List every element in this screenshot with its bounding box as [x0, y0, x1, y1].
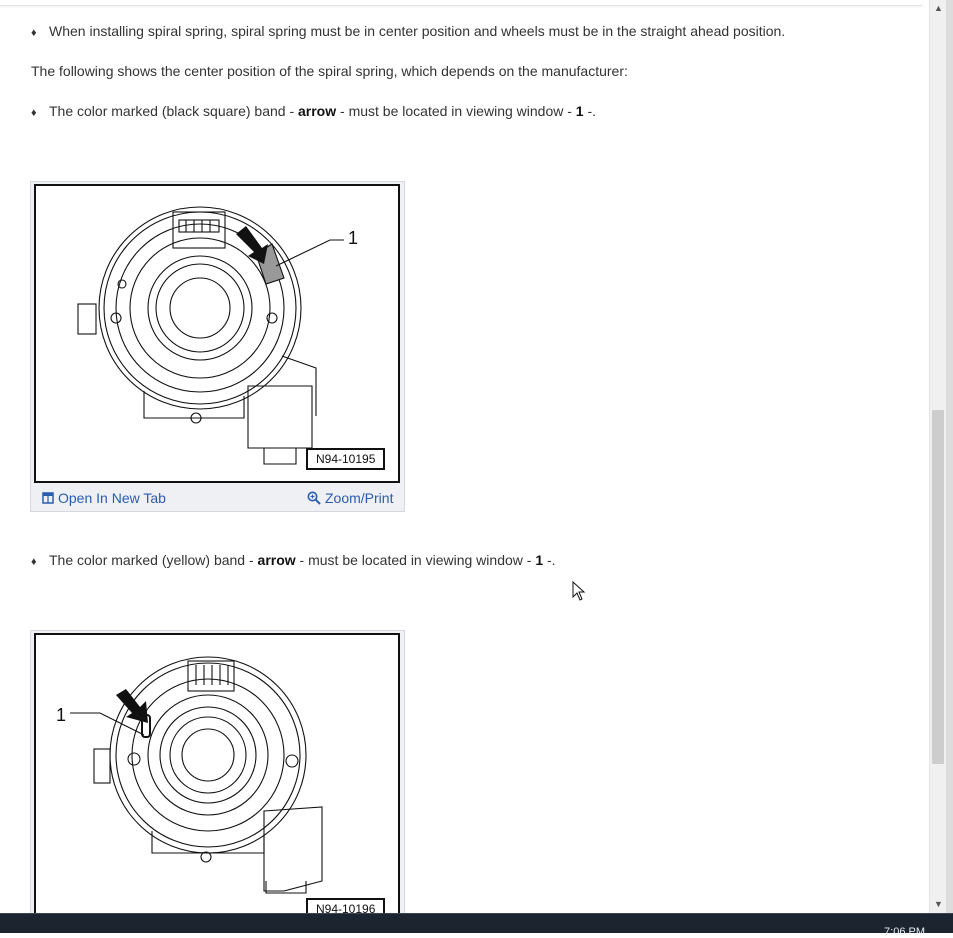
figure-action-bar: [31, 486, 404, 512]
bullet-text-pre: The color marked (yellow) band -: [49, 552, 258, 568]
spiral-spring-drawing-1: [36, 186, 398, 481]
zoom-print-link[interactable]: [307, 490, 393, 508]
open-in-new-tab-label: Open In New Tab: [58, 490, 166, 506]
bullet-mark: ♦: [31, 107, 37, 119]
figure-callout-1: 1: [56, 705, 67, 725]
bullet-text-post: -.: [583, 103, 597, 119]
window-right-edge: [946, 0, 953, 913]
bullet-bold-number: 1: [575, 103, 584, 119]
spiral-spring-drawing-2: [36, 635, 398, 913]
bullet-item-yellow-band: [31, 552, 556, 568]
figure-id-label: N94-10196: [306, 898, 385, 913]
intro-paragraph: The following shows the center position of the spiral spring, which depends on the manufacturer:: [31, 63, 628, 79]
mouse-cursor-icon: [572, 581, 586, 601]
bullet-item-installing: [31, 23, 785, 39]
bullet-bold-arrow: arrow: [257, 552, 296, 568]
bullet-item-black-band: [31, 103, 596, 119]
top-edge: [0, 0, 922, 6]
bullet-text-post: -.: [543, 552, 556, 568]
scrollbar-thumb[interactable]: [932, 410, 944, 764]
figure-callout-1: 1: [348, 228, 359, 248]
scroll-down-arrow-icon[interactable]: ▼: [934, 899, 943, 909]
scroll-up-arrow-icon[interactable]: ▲: [934, 3, 943, 13]
bullet-bold-arrow: arrow: [298, 103, 337, 119]
taskbar-clock[interactable]: 7:06 PM: [884, 926, 925, 938]
figure-spiral-spring-2: [30, 630, 405, 913]
bullet-text-mid: - must be located in viewing window -: [336, 103, 576, 119]
magnifier-icon: [307, 491, 321, 508]
figure-spiral-spring-1: [30, 181, 405, 512]
bullet-mark: ♦: [31, 556, 37, 568]
vertical-scrollbar[interactable]: [929, 0, 947, 913]
bullet-text: When installing spiral spring, spiral spring must be in center position and wheels must be in the straight ahead position.: [49, 23, 786, 39]
taskbar: [0, 913, 953, 938]
bullet-text-mid: - must be located in viewing window -: [295, 552, 536, 568]
bullet-text-pre: The color marked (black square) band -: [49, 103, 298, 119]
figure-image-frame: [34, 633, 400, 913]
open-new-tab-icon: [42, 491, 54, 507]
zoom-print-label: Zoom/Print: [325, 490, 394, 506]
figure-image-frame: [34, 184, 400, 483]
figure-id-label: N94-10195: [306, 448, 385, 470]
bullet-mark: ♦: [31, 27, 37, 39]
bullet-bold-number: 1: [535, 552, 544, 568]
open-in-new-tab-link[interactable]: [42, 490, 166, 507]
